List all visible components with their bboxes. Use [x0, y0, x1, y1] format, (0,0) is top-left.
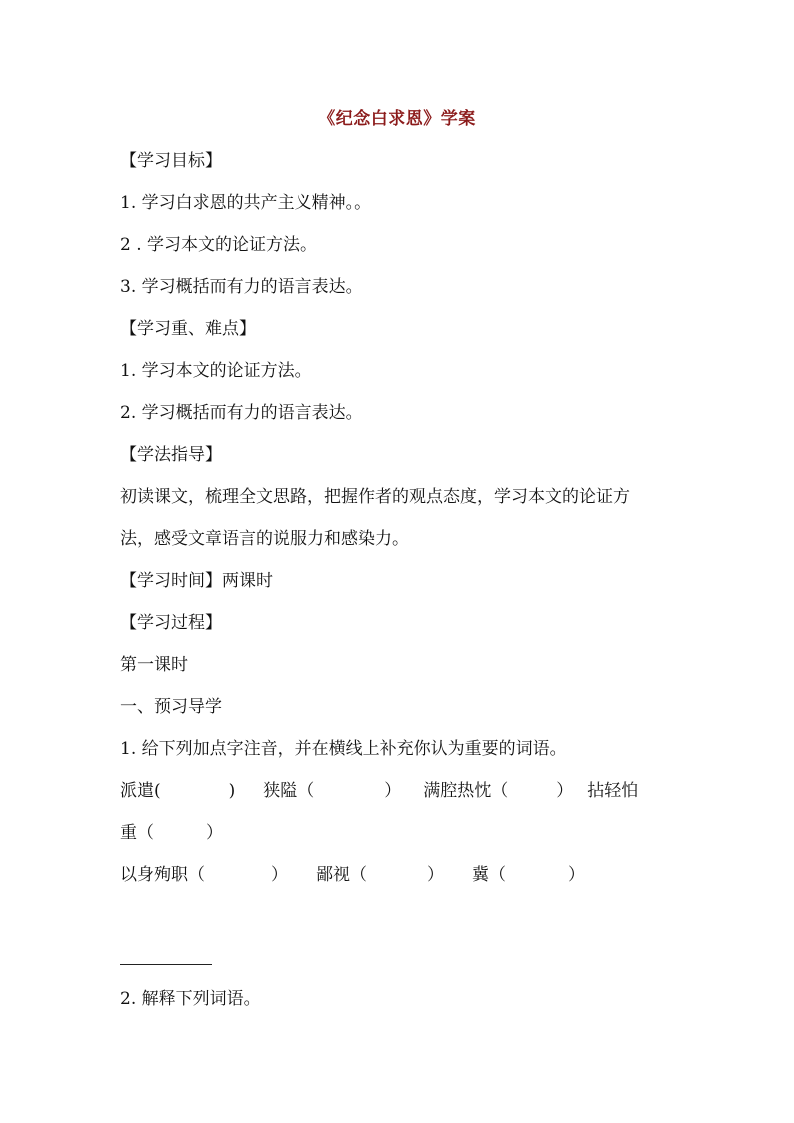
vocab-bracket-close: ）	[384, 781, 402, 801]
vocab-word: 鄙视（	[316, 865, 367, 885]
vocab-row-1	[120, 780, 638, 802]
lesson-one-heading: 第一课时	[120, 655, 188, 675]
vocab-row-3	[120, 864, 585, 886]
exercise-1-instruction: 1. 给下列加点字注音，并在横线上补充你认为重要的词语。	[120, 739, 567, 759]
vocab-word: 满腔热忱（	[423, 781, 509, 801]
section-heading-process: 【学习过程】	[120, 613, 222, 633]
vocab-bracket-close: ）	[568, 865, 585, 885]
section-heading-objectives: 【学习目标】	[120, 151, 222, 171]
vocab-word: 重（	[120, 823, 154, 843]
keypoint-1: 1. 学习本文的论证方法。	[120, 361, 312, 381]
vocab-word: 狭隘（	[263, 781, 315, 801]
vocab-word: 拈轻怕	[587, 781, 639, 801]
footnote-separator	[120, 964, 212, 965]
objective-1: 1. 学习白求恩的共产主义精神。。	[120, 193, 372, 213]
vocab-row-2	[120, 822, 223, 844]
vocab-word: 冀（	[472, 865, 506, 885]
doc-title: 《纪念白求恩》学案	[318, 109, 476, 129]
method-text-line-2: 法，感受文章语言的说服力和感染力。	[120, 529, 409, 549]
objective-2: 2 . 学习本文的论证方法。	[120, 235, 318, 255]
objective-3: 3. 学习概括而有力的语言表达。	[120, 277, 363, 297]
vocab-bracket-close: ）	[206, 823, 223, 843]
vocab-word: 以身殉职（	[120, 865, 205, 885]
vocab-bracket-close: ）	[556, 781, 574, 801]
section-heading-method: 【学法指导】	[120, 445, 222, 465]
exercise-2-instruction: 2. 解释下列词语。	[120, 989, 261, 1009]
method-text-line-1: 初读课文，梳理全文思路，把握作者的观点态度，学习本文的论证方	[120, 487, 630, 507]
vocab-bracket-close: )	[228, 781, 236, 801]
section-heading-keypoints: 【学习重、难点】	[120, 319, 256, 339]
preview-heading: 一、预习导学	[120, 697, 222, 717]
section-heading-time: 【学习时间】两课时	[120, 571, 273, 591]
vocab-word: 派遣(	[120, 781, 161, 801]
vocab-bracket-close: ）	[271, 865, 288, 885]
keypoint-2: 2. 学习概括而有力的语言表达。	[120, 403, 363, 423]
vocab-bracket-close: ）	[427, 865, 444, 885]
